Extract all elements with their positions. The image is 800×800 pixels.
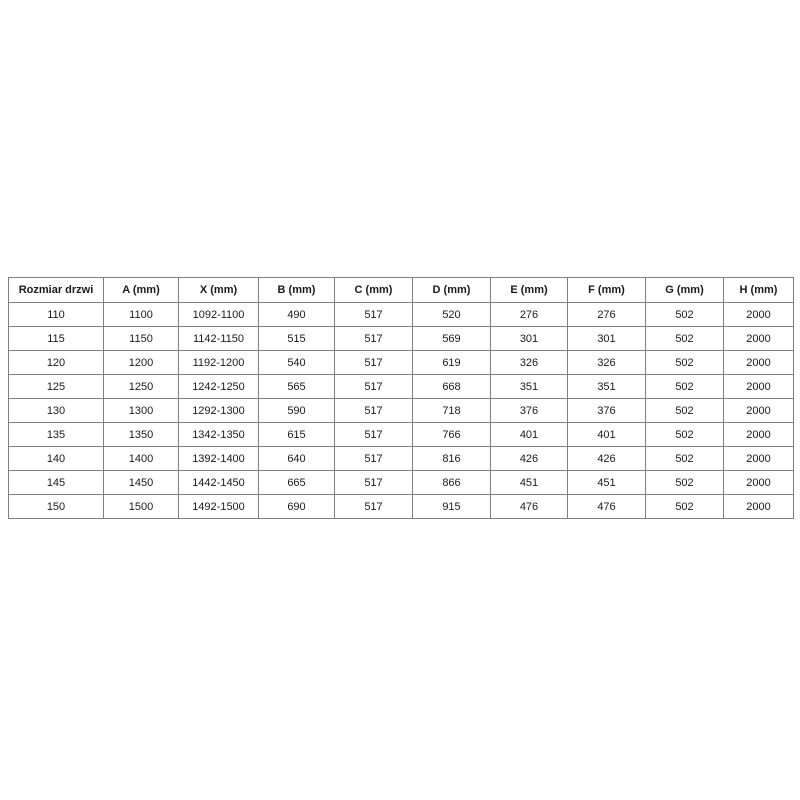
- table-cell: 866: [413, 471, 491, 495]
- table-cell: 426: [491, 447, 568, 471]
- table-cell: 301: [491, 327, 568, 351]
- table-cell: 351: [568, 375, 646, 399]
- table-cell: 301: [568, 327, 646, 351]
- table-cell: 2000: [724, 495, 794, 519]
- table-cell: 120: [9, 351, 104, 375]
- table-cell: 517: [335, 375, 413, 399]
- table-cell: 150: [9, 495, 104, 519]
- table-cell: 502: [646, 327, 724, 351]
- table-cell: 2000: [724, 303, 794, 327]
- table-cell: 517: [335, 423, 413, 447]
- table-cell: 145: [9, 471, 104, 495]
- table-cell: 665: [259, 471, 335, 495]
- table-cell: 816: [413, 447, 491, 471]
- table-cell: 1400: [104, 447, 179, 471]
- table-cell: 502: [646, 471, 724, 495]
- table-row: [9, 351, 794, 375]
- table-cell: 517: [335, 303, 413, 327]
- table-cell: 2000: [724, 447, 794, 471]
- table-cell: 1192-1200: [179, 351, 259, 375]
- header-cell: E (mm): [491, 278, 568, 303]
- header-cell: H (mm): [724, 278, 794, 303]
- table-cell: 326: [491, 351, 568, 375]
- table-cell: 540: [259, 351, 335, 375]
- table-cell: 502: [646, 423, 724, 447]
- table-cell: 1242-1250: [179, 375, 259, 399]
- table-cell: 276: [491, 303, 568, 327]
- table-cell: 1450: [104, 471, 179, 495]
- table-cell: 517: [335, 471, 413, 495]
- table-cell: 1350: [104, 423, 179, 447]
- table-cell: 502: [646, 303, 724, 327]
- table-cell: 690: [259, 495, 335, 519]
- table-cell: 1250: [104, 375, 179, 399]
- table-cell: 476: [568, 495, 646, 519]
- table-cell: 130: [9, 399, 104, 423]
- table-cell: 517: [335, 447, 413, 471]
- header-cell: C (mm): [335, 278, 413, 303]
- table-cell: 401: [568, 423, 646, 447]
- table-cell: 502: [646, 447, 724, 471]
- header-cell: A (mm): [104, 278, 179, 303]
- table-cell: 502: [646, 375, 724, 399]
- table-cell: 2000: [724, 399, 794, 423]
- table-body: [9, 303, 794, 519]
- table-cell: 517: [335, 327, 413, 351]
- table-cell: 110: [9, 303, 104, 327]
- table-cell: 326: [568, 351, 646, 375]
- table-cell: 640: [259, 447, 335, 471]
- table-cell: 1092-1100: [179, 303, 259, 327]
- table-cell: 140: [9, 447, 104, 471]
- table-cell: 569: [413, 327, 491, 351]
- table-row: [9, 471, 794, 495]
- table-row: [9, 423, 794, 447]
- table-cell: 1150: [104, 327, 179, 351]
- table-row: [9, 375, 794, 399]
- table-cell: 766: [413, 423, 491, 447]
- table-cell: 668: [413, 375, 491, 399]
- header-cell: F (mm): [568, 278, 646, 303]
- table-cell: 276: [568, 303, 646, 327]
- header-row: [9, 278, 794, 303]
- table-row: [9, 399, 794, 423]
- table-cell: 502: [646, 495, 724, 519]
- table-cell: 1492-1500: [179, 495, 259, 519]
- table-cell: 590: [259, 399, 335, 423]
- table-cell: 2000: [724, 375, 794, 399]
- table-cell: 2000: [724, 327, 794, 351]
- table-cell: 1342-1350: [179, 423, 259, 447]
- table-cell: 476: [491, 495, 568, 519]
- table-cell: 125: [9, 375, 104, 399]
- table-cell: 1300: [104, 399, 179, 423]
- table-cell: 1500: [104, 495, 179, 519]
- table-row: [9, 447, 794, 471]
- table-cell: 426: [568, 447, 646, 471]
- dimensions-table: [8, 277, 794, 519]
- table-cell: 1392-1400: [179, 447, 259, 471]
- header-cell: X (mm): [179, 278, 259, 303]
- table-cell: 915: [413, 495, 491, 519]
- table-cell: 1442-1450: [179, 471, 259, 495]
- table-cell: 718: [413, 399, 491, 423]
- header-cell: G (mm): [646, 278, 724, 303]
- table-cell: 619: [413, 351, 491, 375]
- table-cell: 2000: [724, 423, 794, 447]
- table-cell: 135: [9, 423, 104, 447]
- table-cell: 520: [413, 303, 491, 327]
- table-row: [9, 495, 794, 519]
- table-cell: 451: [568, 471, 646, 495]
- table-cell: 517: [335, 495, 413, 519]
- table-cell: 401: [491, 423, 568, 447]
- table-row: [9, 327, 794, 351]
- table-cell: 2000: [724, 351, 794, 375]
- header-cell: Rozmiar drzwi: [9, 278, 104, 303]
- table-cell: 515: [259, 327, 335, 351]
- header-cell: D (mm): [413, 278, 491, 303]
- table-cell: 1142-1150: [179, 327, 259, 351]
- header-cell: B (mm): [259, 278, 335, 303]
- table-cell: 517: [335, 351, 413, 375]
- table-cell: 565: [259, 375, 335, 399]
- table-cell: 376: [568, 399, 646, 423]
- table-cell: 1200: [104, 351, 179, 375]
- table-cell: 1292-1300: [179, 399, 259, 423]
- table-cell: 490: [259, 303, 335, 327]
- table-cell: 517: [335, 399, 413, 423]
- table-cell: 351: [491, 375, 568, 399]
- table-cell: 615: [259, 423, 335, 447]
- table-cell: 376: [491, 399, 568, 423]
- table-cell: 451: [491, 471, 568, 495]
- table-row: [9, 303, 794, 327]
- table-cell: 502: [646, 351, 724, 375]
- table-cell: 502: [646, 399, 724, 423]
- table-cell: 1100: [104, 303, 179, 327]
- table-cell: 115: [9, 327, 104, 351]
- table-cell: 2000: [724, 471, 794, 495]
